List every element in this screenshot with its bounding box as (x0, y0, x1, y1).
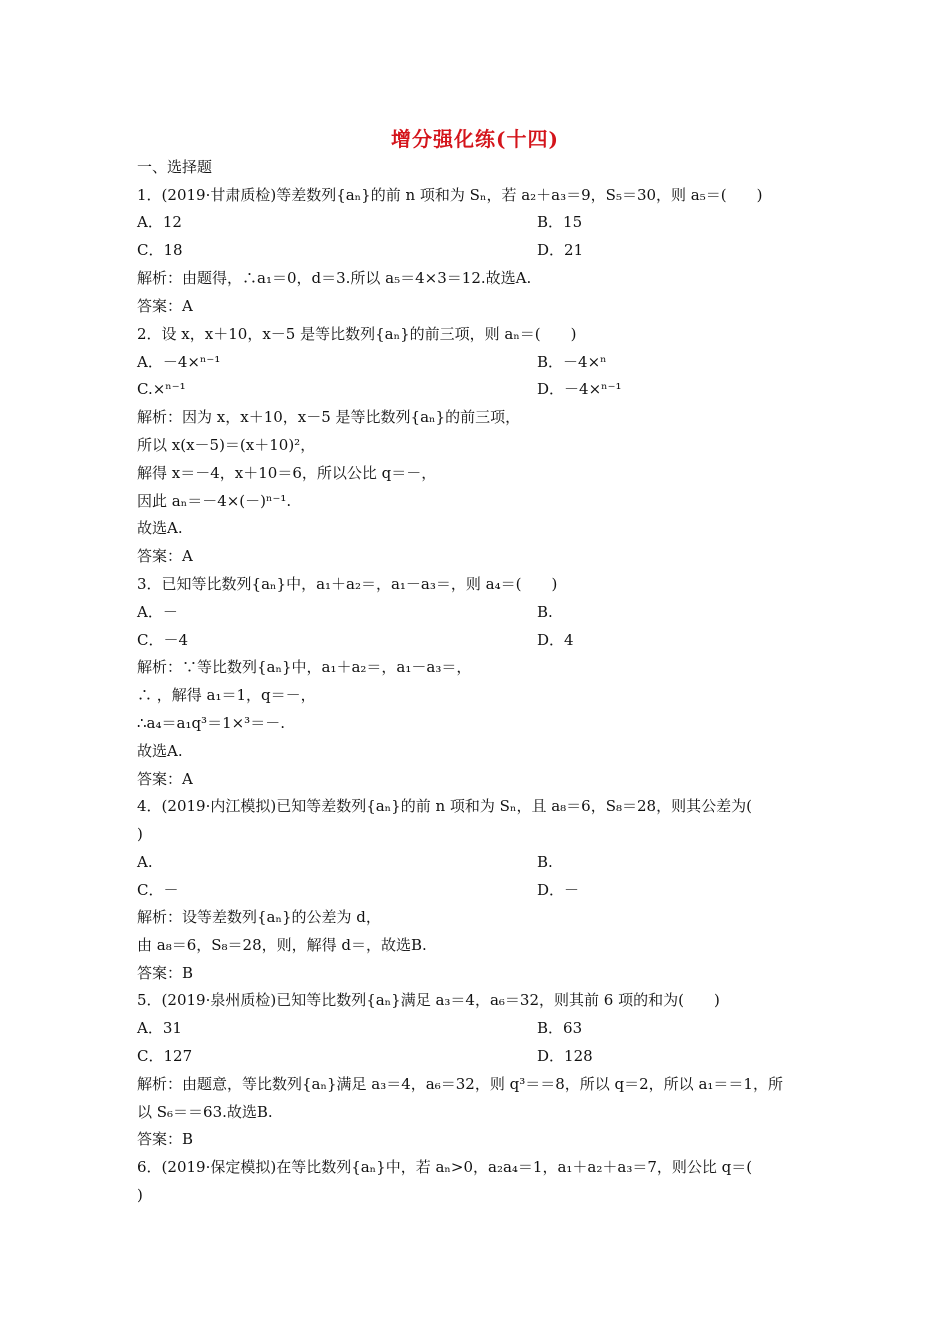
q3-solution-1: 解析：∵等比数列{aₙ}中，a₁＋a₂＝，a₁－a₃＝， (137, 658, 472, 676)
q1-option-c: C．18 (137, 241, 183, 259)
q5-answer: 答案：B (137, 1130, 194, 1148)
question-6-cont: ) (137, 1186, 143, 1204)
q2-option-c: C.×ⁿ⁻¹ (137, 380, 186, 398)
question-4: 4．(2019·内江模拟)已知等差数列{aₙ}的前 n 项和为 Sₙ，且 a₈＝6，S₈＝28，则其公差为( (137, 797, 752, 815)
q1-solution: 解析：由题得，∴a₁＝0，d＝3.所以 a₅＝4×3＝12.故选A. (137, 269, 532, 287)
q3-solution-3: ∴a₄＝a₁q³＝1×³＝－. (137, 714, 285, 732)
q1-option-a: A．12 (137, 213, 182, 231)
question-6: 6．(2019·保定模拟)在等比数列{aₙ}中，若 aₙ>0，a₂a₄＝1，a₁＋a₂＋a₃＝7，则公比 q＝( (137, 1158, 753, 1176)
q4-solution-1: 解析：设等差数列{aₙ}的公差为 d， (137, 908, 381, 926)
q1-answer: 答案：A (137, 297, 193, 315)
q5-option-a: A．31 (137, 1019, 182, 1037)
section-heading: 一、选择题 (137, 158, 213, 176)
question-3: 3．已知等比数列{aₙ}中，a₁＋a₂＝，a₁－a₃＝，则 a₄＝( ) (137, 575, 558, 593)
q2-solution-3: 解得 x＝－4，x＋10＝6，所以公比 q＝－， (137, 464, 437, 482)
q4-answer: 答案：B (137, 964, 194, 982)
q4-solution-2: 由 a₈＝6，S₈＝28，则，解得 d＝，故选B. (137, 936, 427, 954)
q2-solution-2: 所以 x(x－5)＝(x＋10)²， (137, 436, 316, 454)
q4-option-a: A. (137, 853, 153, 871)
q3-option-b: B. (537, 603, 553, 621)
q5-solution-2: 以 S₆＝＝63.故选B. (137, 1103, 273, 1121)
question-1: 1．(2019·甘肃质检)等差数列{aₙ}的前 n 项和为 Sₙ，若 a₂＋a₃＝9，S₅＝30，则 a₅＝( ) (137, 186, 763, 204)
q3-solution-2: ∴ ，解得 a₁＝1，q＝－， (137, 686, 316, 704)
q5-option-b: B．63 (537, 1019, 583, 1037)
q3-option-d: D．4 (537, 631, 574, 649)
q5-solution-1: 解析：由题意，等比数列{aₙ}满足 a₃＝4，a₆＝32，则 q³＝＝8，所以 q＝2，所以 a₁＝＝1，所 (137, 1075, 783, 1093)
q2-option-a: A．－4×ⁿ⁻¹ (137, 353, 221, 371)
q5-option-d: D．128 (537, 1047, 593, 1065)
q2-answer: 答案：A (137, 547, 193, 565)
question-2: 2．设 x，x＋10，x－5 是等比数列{aₙ}的前三项，则 aₙ＝( ) (137, 325, 577, 343)
q2-solution-4: 因此 aₙ＝－4×(－)ⁿ⁻¹. (137, 492, 292, 510)
q3-solution-4: 故选A. (137, 742, 183, 760)
q2-solution-5: 故选A. (137, 519, 183, 537)
q2-option-b: B．－4×ⁿ (537, 353, 607, 371)
q1-option-b: B．15 (537, 213, 583, 231)
q3-answer: 答案：A (137, 770, 193, 788)
q2-option-d: D．－4×ⁿ⁻¹ (537, 380, 622, 398)
q1-option-d: D．21 (537, 241, 584, 259)
q3-option-c: C．－4 (137, 631, 189, 649)
question-4-cont: ) (137, 825, 143, 843)
q2-solution-1: 解析：因为 x，x＋10，x－5 是等比数列{aₙ}的前三项， (137, 408, 521, 426)
q4-option-b: B. (537, 853, 553, 871)
q5-option-c: C．127 (137, 1047, 193, 1065)
q3-option-a: A．－ (137, 603, 178, 621)
q4-option-c: C．－ (137, 881, 179, 899)
document-title: 增分强化练(十四) (391, 127, 559, 151)
question-5: 5．(2019·泉州质检)已知等比数列{aₙ}满足 a₃＝4，a₆＝32，则其前 6 项的和为( ) (137, 991, 720, 1009)
q4-option-d: D．－ (537, 881, 580, 899)
